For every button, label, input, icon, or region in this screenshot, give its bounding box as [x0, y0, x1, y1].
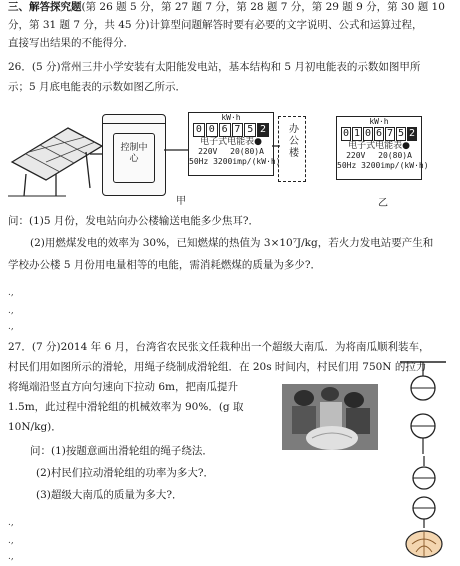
q26-line-1: 26．(5 分)常州三井小学安装有太阳能发电站，基本结构和 5 月初电能表的示数如图甲所: [8, 61, 421, 73]
section-heading-line: [8, 0, 445, 15]
q26-figure: [0, 100, 460, 212]
meter-digit: 7: [386, 128, 394, 139]
meter-digit: 2: [257, 123, 269, 137]
blank-mark: .,: [8, 306, 14, 316]
blank-mark: .,: [8, 518, 14, 528]
meter-b-spec-1: 220V 20(80)A: [346, 151, 412, 160]
q27-sub-3: (3)超级大南瓜的质量为多大?．: [36, 489, 183, 501]
meter-digit: 0: [193, 123, 205, 137]
blank-mark: .,: [8, 288, 14, 298]
control-center-label: 控制中心: [120, 143, 148, 164]
meter-digit: 0: [364, 128, 372, 139]
caption-b: 乙: [378, 198, 388, 209]
meter-digit: 0: [342, 128, 350, 139]
meter-digit: 5: [244, 123, 256, 137]
section-line-2: 分，第 31 题 7 分，共 45 分)计算型问题解答时要有必要的文字说明、公式和运算过程，: [8, 19, 423, 31]
meter-digit: 1: [353, 128, 361, 139]
meter-a-type: 电子式电能表●: [200, 137, 262, 147]
meter-a-digits: [193, 123, 269, 137]
q26-sub-2-line-1: (2)用燃煤发电的效率为 30%，已知燃煤的热值为 3×10⁷J/kg，若火力发电站要产生和: [30, 237, 434, 249]
meter-digit: 5: [397, 128, 405, 139]
q27-line-4: 1.5m，此过程中滑轮组的机械效率为 90%．(g 取: [8, 401, 244, 413]
meter-a-spec-2: 50Hz 3200imp/(kW·h): [189, 157, 281, 166]
meter-digit: 6: [375, 128, 383, 139]
blank-mark: .,: [8, 536, 14, 546]
caption-a: 甲: [176, 196, 186, 207]
q27-sub-2: (2)村民们拉动滑轮组的功率为多大?．: [36, 467, 215, 479]
meter-a: [188, 112, 281, 176]
wire-icon: [164, 140, 190, 160]
pumpkin-photo: [282, 384, 378, 450]
villagers-photo-icon: [282, 384, 378, 450]
meter-b-type: 电子式电能表●: [348, 141, 410, 151]
meter-digit: 2: [408, 128, 416, 139]
q27-line-3: 将绳端沿竖直方向匀速向下拉动 6m，把南瓜提升: [8, 381, 238, 393]
q26-sub-2-line-2: 学校办公楼 5 月份用电量相等的电能，需消耗燃煤的质量为多少?．: [8, 259, 321, 271]
section-line-3: 直接写出结果的不能得分．: [8, 37, 134, 49]
office-label: 办公楼: [286, 123, 298, 159]
meter-b-digits: [341, 127, 417, 141]
q27-line-1: 27．(7 分)2014 年 6 月，台湾省农民张文任栽种出一个超级大南瓜．为将南瓜顺利装车，: [8, 341, 430, 353]
meter-digit: 0: [206, 123, 218, 137]
meter-b-unit: kW·h: [369, 117, 389, 126]
blank-mark: .,: [8, 552, 14, 562]
office-building: [278, 116, 306, 182]
q27-line-2: 村民们用如图所示的滑轮，用绳子绕制成滑轮组．在 20s 时间内，村民们用 750N 的拉力: [8, 361, 427, 373]
q27-sub-1: 问：(1)按题意画出滑轮组的绳子绕法．: [30, 445, 213, 457]
meter-digit: 6: [219, 123, 231, 137]
meter-digit: 7: [232, 123, 244, 137]
section-heading: 三、解答探究题: [8, 1, 82, 13]
meter-b-spec-2: 50Hz 3200imp/(kW·h): [337, 161, 429, 170]
meter-b: [336, 116, 429, 180]
meter-a-unit: kW·h: [221, 113, 241, 122]
pulley-group-a-icon: [398, 356, 448, 460]
meter-a-spec-1: 220V 20(80)A: [198, 147, 264, 156]
q27-line-5: 10N/kg)．: [8, 421, 62, 433]
blank-mark: .,: [8, 322, 14, 332]
pulley-group-b-icon: [400, 456, 448, 562]
q26-sub-1: 问：(1)5 月份，发电站向办公楼输送电能多少焦耳?．: [8, 215, 260, 227]
q26-line-2: 示；5 月底电能表的示数如图乙所示．: [8, 81, 187, 93]
section-heading-detail: (第 26 题 5 分，第 27 题 7 分，第 28 题 7 分，第 29 题 9 分，第 30 题 10: [81, 1, 445, 13]
control-center-cabinet: [102, 114, 166, 196]
